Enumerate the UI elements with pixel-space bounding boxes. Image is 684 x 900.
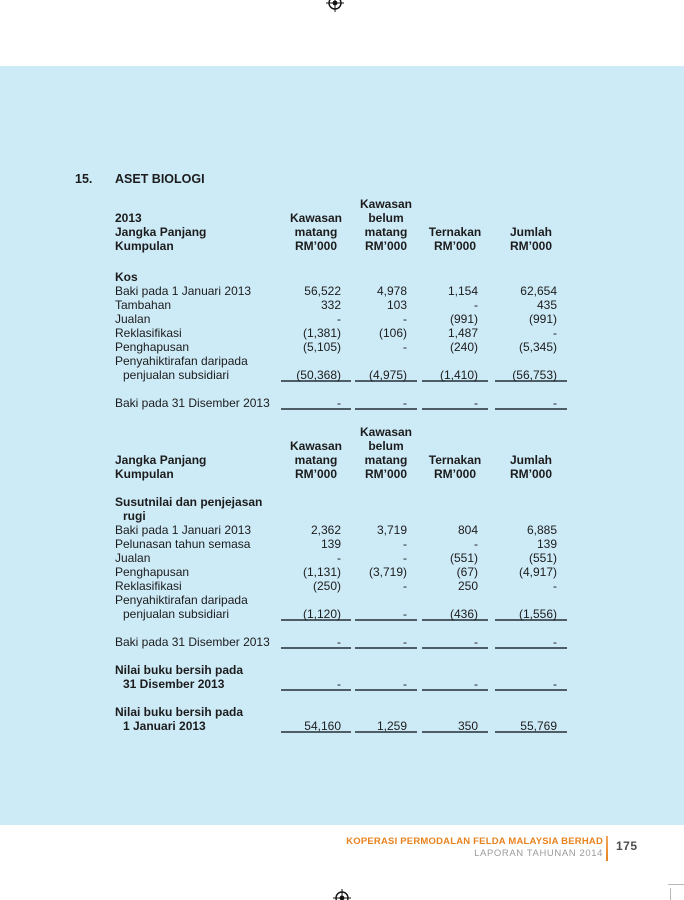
table-row (115, 368, 567, 382)
footer-divider (606, 836, 608, 861)
cell-value: - (281, 677, 351, 691)
table-header (115, 425, 567, 481)
table-row (115, 677, 567, 691)
row-label: Susutnilai dan penjejasan (115, 495, 263, 509)
table-row (115, 593, 567, 607)
column-header-line: matang (294, 225, 338, 239)
cell-value: 139 (536, 537, 557, 551)
table-row (115, 705, 567, 719)
column-header-line: Kawasan (289, 439, 343, 453)
row-label: Nilai buku bersih pada (115, 705, 244, 719)
cell-value: - (553, 326, 557, 340)
table-header (115, 197, 567, 253)
column-header (495, 225, 567, 253)
column-header-line: RM’000 (509, 239, 553, 253)
cell-value (495, 663, 567, 677)
cell-value: (1,381) (302, 326, 341, 340)
table-title (115, 211, 281, 253)
cell-value (355, 509, 417, 523)
column-header-line: Kawasan (359, 425, 413, 439)
cell-value: (991) (528, 312, 557, 326)
cell-value: 139 (320, 537, 341, 551)
crop-mark-icon (670, 888, 671, 900)
cell-value: 55,769 (495, 719, 567, 733)
cell-value: 62,654 (520, 284, 557, 298)
cell-value (422, 705, 488, 719)
table-title-line: 2013 (115, 211, 142, 225)
content-panel (0, 66, 684, 825)
column-header-line: RM’000 (509, 467, 553, 481)
table-title-line: Jangka Panjang (115, 225, 207, 239)
footer-text (346, 836, 603, 860)
crop-mark-icon (668, 884, 684, 885)
cell-value (495, 593, 567, 607)
column-header (355, 197, 417, 253)
table-row (115, 663, 567, 677)
cell-value (281, 593, 351, 607)
cell-value (422, 593, 488, 607)
table-row (115, 537, 567, 551)
row-label: Penyahiktirafan daripada (115, 354, 248, 368)
cell-value: (436) (422, 607, 488, 621)
cell-value (495, 354, 567, 368)
row-label: 1 Januari 2013 (123, 719, 206, 733)
column-header-line: RM’000 (364, 467, 408, 481)
cell-value: - (495, 396, 567, 410)
cell-value: - (403, 551, 407, 565)
cell-value: 3,719 (376, 523, 407, 537)
cell-value (281, 495, 351, 509)
cell-value (355, 593, 417, 607)
column-header-line: RM’000 (294, 467, 338, 481)
cell-value: - (355, 635, 417, 649)
table-row (115, 340, 567, 354)
column-header (422, 453, 488, 481)
cell-value: (4,975) (355, 368, 417, 382)
column-header-line: RM’000 (364, 239, 408, 253)
page-footer (0, 835, 684, 865)
column-header-line: matang (364, 453, 408, 467)
table-row (115, 270, 567, 284)
financial-table (115, 197, 567, 410)
cell-value: - (355, 396, 417, 410)
table-row (115, 523, 567, 537)
cell-value: (250) (312, 579, 341, 593)
cell-value: (50,368) (281, 368, 351, 382)
cell-value: 54,160 (281, 719, 351, 733)
cell-value (281, 705, 351, 719)
cell-value (422, 509, 488, 523)
cell-value: (1,120) (281, 607, 351, 621)
cell-value: (4,917) (518, 565, 557, 579)
cell-value: (56,753) (495, 368, 567, 382)
cell-value: (551) (528, 551, 557, 565)
column-header-line: RM’000 (433, 239, 477, 253)
table-row (115, 298, 567, 312)
row-label: Baki pada 31 Disember 2013 (115, 396, 270, 410)
table-row (115, 635, 567, 649)
row-label: Penghapusan (115, 340, 190, 354)
report-title: LAPORAN TAHUNAN 2014 (474, 848, 603, 859)
column-header-line: Jumlah (509, 453, 552, 467)
column-header (355, 425, 417, 481)
cell-value (355, 663, 417, 677)
cell-value: (106) (378, 326, 407, 340)
cell-value: - (337, 551, 341, 565)
cell-value: (1,131) (302, 565, 341, 579)
row-label: Penghapusan (115, 565, 190, 579)
cell-value: - (474, 298, 478, 312)
cell-value: 1,487 (447, 326, 478, 340)
table-row (115, 551, 567, 565)
column-header-line: belum (368, 439, 404, 453)
cell-value: - (403, 579, 407, 593)
row-label: Jualan (115, 551, 151, 565)
cell-value (355, 270, 417, 284)
column-header-line: RM’000 (294, 239, 338, 253)
table-rows (115, 270, 567, 410)
cell-value (281, 270, 351, 284)
column-header-line: Ternakan (428, 225, 482, 239)
row-label: Kos (115, 270, 138, 284)
row-label: Baki pada 31 Disember 2013 (115, 635, 270, 649)
column-header-line: matang (294, 453, 338, 467)
column-header-line: Kawasan (289, 211, 343, 225)
cell-value (495, 705, 567, 719)
cell-value (495, 509, 567, 523)
cell-value: - (355, 677, 417, 691)
cell-value: 4,978 (376, 284, 407, 298)
table-row (115, 607, 567, 621)
cell-value: 1,154 (447, 284, 478, 298)
cell-value: 1,259 (355, 719, 417, 733)
cell-value: (5,345) (518, 340, 557, 354)
cell-value: - (403, 537, 407, 551)
table-rows (115, 495, 567, 733)
spacer-row (115, 649, 567, 663)
section-number: 15. (75, 172, 93, 186)
cell-value: (240) (449, 340, 478, 354)
cell-value: (991) (449, 312, 478, 326)
cell-value: (1,410) (422, 368, 488, 382)
column-header-line: matang (364, 225, 408, 239)
cell-value: - (474, 537, 478, 551)
row-label: Reklasifikasi (115, 579, 182, 593)
cell-value: - (422, 635, 488, 649)
cell-value (495, 270, 567, 284)
table-title-line: Kumpulan (115, 467, 174, 481)
row-label: Baki pada 1 Januari 2013 (115, 523, 252, 537)
column-header-line: RM’000 (433, 467, 477, 481)
cell-value: (3,719) (368, 565, 407, 579)
column-header-line: Ternakan (428, 453, 482, 467)
cell-value (281, 509, 351, 523)
column-header (281, 211, 351, 253)
cell-value (281, 354, 351, 368)
column-header (422, 225, 488, 253)
table-row (115, 509, 567, 523)
cell-value (422, 495, 488, 509)
row-label: Jualan (115, 312, 151, 326)
row-label: 31 Disember 2013 (123, 677, 225, 691)
cell-value: - (403, 312, 407, 326)
cell-value: (1,556) (495, 607, 567, 621)
cell-value (355, 495, 417, 509)
cell-value: 435 (536, 298, 557, 312)
cell-value (422, 663, 488, 677)
registration-mark-icon (326, 0, 344, 12)
cell-value (422, 354, 488, 368)
company-name: KOPERASI PERMODALAN FELDA MALAYSIA BERHAD (346, 836, 603, 847)
cell-value: - (281, 635, 351, 649)
row-label: Baki pada 1 Januari 2013 (115, 284, 252, 298)
cell-value: (67) (456, 565, 478, 579)
spacer-row (115, 691, 567, 705)
cell-value (422, 270, 488, 284)
table-title-line: Kumpulan (115, 239, 174, 253)
row-label: Tambahan (115, 298, 172, 312)
cell-value: - (495, 635, 567, 649)
cell-value: 804 (457, 523, 478, 537)
row-label: Penyahiktirafan daripada (115, 593, 248, 607)
cell-value (355, 705, 417, 719)
cell-value: - (281, 396, 351, 410)
registration-mark-icon (333, 889, 351, 900)
row-label: Pelunasan tahun semasa (115, 537, 251, 551)
row-label: rugi (123, 509, 146, 523)
column-header (281, 439, 351, 481)
cell-value (281, 663, 351, 677)
table-row (115, 326, 567, 340)
cell-value: - (553, 579, 557, 593)
column-header-line: Jumlah (509, 225, 552, 239)
table-title (115, 453, 281, 481)
row-label: Reklasifikasi (115, 326, 182, 340)
table-row (115, 354, 567, 368)
column-header-line: Kawasan (359, 197, 413, 211)
cell-value: - (422, 396, 488, 410)
cell-value: 250 (457, 579, 478, 593)
cell-value (355, 354, 417, 368)
table-row (115, 565, 567, 579)
spacer-row (115, 621, 567, 635)
table-row (115, 312, 567, 326)
cell-value: (551) (449, 551, 478, 565)
cell-value: 2,362 (310, 523, 341, 537)
cell-value: - (355, 607, 417, 621)
cell-value: - (337, 312, 341, 326)
table-row (115, 495, 567, 509)
row-label: penjualan subsidiari (123, 607, 230, 621)
cell-value: 6,885 (526, 523, 557, 537)
spacer-row (115, 382, 567, 396)
section-heading (75, 172, 205, 187)
cell-value: 332 (320, 298, 341, 312)
cell-value: 350 (422, 719, 488, 733)
cell-value: (5,105) (302, 340, 341, 354)
table-title-line: Jangka Panjang (115, 453, 207, 467)
row-label: penjualan subsidiari (123, 368, 230, 382)
cell-value: - (422, 677, 488, 691)
table-row (115, 579, 567, 593)
column-header-line: belum (368, 211, 404, 225)
cell-value: 103 (386, 298, 407, 312)
cell-value (495, 495, 567, 509)
cell-value: - (495, 677, 567, 691)
cell-value: - (403, 340, 407, 354)
financial-table (115, 425, 567, 733)
column-header (495, 453, 567, 481)
cell-value: 56,522 (304, 284, 341, 298)
section-title: ASET BIOLOGI (115, 172, 205, 186)
table-row (115, 284, 567, 298)
row-label: Nilai buku bersih pada (115, 663, 244, 677)
table-row (115, 719, 567, 733)
table-row (115, 396, 567, 410)
page-number: 175 (616, 839, 638, 853)
